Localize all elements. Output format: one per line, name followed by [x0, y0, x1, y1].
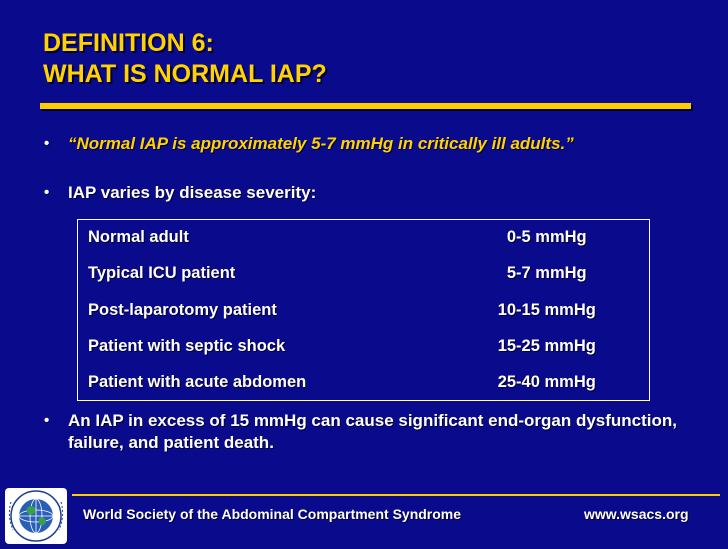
bullet-text: An IAP in excess of 15 mmHg can cause significant end-organ dysfunction, failure, and patient death. [68, 411, 677, 452]
footer-website-link[interactable]: www.wsacs.org [584, 506, 689, 522]
row-label: Post-laparotomy patient [88, 300, 277, 319]
wsacs-globe-logo-icon [5, 488, 67, 544]
table-row [78, 256, 650, 292]
row-value: 15-25 mmHg [497, 337, 596, 356]
title-divider [40, 103, 691, 109]
slide-title-line-2: WHAT IS NORMAL IAP? [43, 60, 327, 88]
footer-divider [72, 494, 720, 496]
row-value: 10-15 mmHg [497, 300, 596, 319]
row-value: 5-7 mmHg [506, 264, 587, 283]
slide-title [43, 28, 327, 90]
table-row [78, 292, 650, 328]
footer-organization: World Society of the Abdominal Compartment Syndrome [83, 506, 462, 522]
bullet-text: IAP varies by disease severity: [68, 183, 317, 202]
table-row [78, 328, 650, 364]
bullet-text: “Normal IAP is approximately 5-7 mmHg in critically ill adults.” [68, 134, 574, 153]
row-value: 0-5 mmHg [506, 228, 587, 247]
table-row [78, 220, 650, 256]
row-value: 25-40 mmHg [497, 373, 596, 392]
row-label: Patient with septic shock [88, 337, 286, 356]
row-label: Patient with acute abdomen [88, 373, 307, 392]
slide-title-line-1: DEFINITION 6: [43, 29, 214, 57]
row-label: Normal adult [88, 228, 189, 247]
iap-severity-table [77, 219, 650, 401]
bullet-dot: • [44, 184, 50, 201]
row-label: Typical ICU patient [88, 264, 236, 283]
bullet-dot: • [44, 412, 50, 429]
table-row [78, 365, 650, 401]
bullet-dot: • [44, 135, 50, 152]
